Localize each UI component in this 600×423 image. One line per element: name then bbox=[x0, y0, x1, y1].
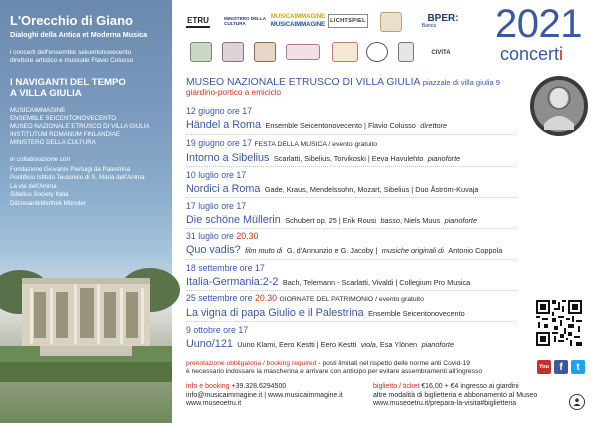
event-role: viola bbox=[360, 340, 376, 349]
etru-logo: ETRU bbox=[186, 14, 210, 28]
partner-item: Sibelius Society Italia bbox=[10, 191, 69, 199]
museum-seal-icon bbox=[569, 394, 585, 410]
event-details: Gade, Kraus, Mendelssohn, Mozart, Sibelius | Duo Åström-Kuvaja bbox=[264, 185, 479, 194]
organizer-item: MINISTERO DELLA CULTURA bbox=[10, 139, 96, 146]
divider bbox=[186, 166, 516, 167]
festival-title: L'Orecchio di Giano bbox=[10, 13, 133, 28]
concert-mark: i bbox=[559, 44, 564, 64]
divider bbox=[186, 197, 516, 198]
season-label bbox=[500, 44, 563, 65]
event-item bbox=[186, 170, 516, 196]
credits-line-1: i concerti dell'ensemble seicentonovecento bbox=[10, 49, 132, 56]
info-site[interactable]: www.museoetru.it bbox=[186, 400, 242, 408]
event-role: pianoforte bbox=[427, 154, 461, 163]
organizers-list bbox=[10, 107, 168, 147]
round-seal-emblem bbox=[366, 42, 388, 62]
ticket-block bbox=[373, 383, 563, 409]
event-item bbox=[186, 231, 516, 257]
info-line-1 bbox=[186, 383, 343, 392]
social-links bbox=[537, 360, 585, 374]
event-date: 18 settembre ore 17 bbox=[186, 263, 265, 273]
musicaimmagine-logo-2: MUSICAIMMAGINE bbox=[270, 21, 326, 28]
ticket-line-3[interactable]: www.museoetru.it/prepara-la-visita#biglietteria bbox=[373, 400, 517, 408]
event-date: 9 ottobre ore 17 bbox=[186, 325, 249, 335]
flower-emblem bbox=[332, 42, 358, 62]
bper-logo: BPER: bbox=[427, 12, 459, 24]
event-line bbox=[186, 336, 516, 351]
divider bbox=[186, 290, 516, 291]
sponsor-logos bbox=[186, 12, 468, 66]
partner-item: La via dell'Anima bbox=[10, 182, 57, 190]
event-date: 17 luglio ore 17 bbox=[186, 201, 247, 211]
qr-code[interactable] bbox=[536, 300, 582, 346]
event-line bbox=[186, 212, 516, 227]
program-title-2: A VILLA GIULIA bbox=[10, 88, 82, 99]
event-line bbox=[186, 305, 516, 320]
event-item bbox=[186, 201, 516, 227]
event-details: G. d'Annunzio e G. Jacoby | bbox=[286, 246, 378, 255]
event-date: 19 giugno ore 17 bbox=[186, 138, 253, 148]
small-crest-emblem bbox=[398, 42, 414, 62]
divider bbox=[186, 259, 516, 260]
event-date: 31 luglio ore bbox=[186, 231, 234, 241]
event-details: Ensemble Seicentonovecento bbox=[368, 309, 465, 318]
event-item bbox=[186, 263, 516, 289]
event-details-2: Antonio Coppola bbox=[448, 246, 503, 255]
anima-emblem bbox=[286, 44, 320, 60]
event-item bbox=[186, 293, 516, 320]
event-line bbox=[186, 274, 516, 289]
organizer-item: MUSICAIMMAGINE bbox=[10, 107, 66, 114]
event-note: FESTA DELLA MUSICA / evento gratuito bbox=[254, 141, 378, 148]
partner-item: Fondazione Giovanni Pierluigi da Palestrina bbox=[10, 166, 131, 173]
museum-address: piazzale di villa giulia 9 bbox=[422, 78, 500, 87]
event-line bbox=[186, 181, 516, 196]
info-phone[interactable]: +39.328.6294500 bbox=[229, 383, 287, 390]
event-title: Händel a Roma bbox=[186, 119, 262, 131]
venue-museum bbox=[186, 77, 500, 88]
crest-emblem bbox=[190, 42, 212, 62]
event-role: basso bbox=[380, 216, 400, 225]
event-line bbox=[186, 150, 516, 165]
event-date-line bbox=[186, 231, 516, 242]
event-title: Nordici a Roma bbox=[186, 183, 261, 195]
event-details: Ensemble Seicentonovecento | Flavio Colusso bbox=[265, 121, 416, 130]
event-details-2: , Niels Muus bbox=[399, 216, 441, 225]
booking-text: - posti limitati nel rispetto delle norme anti Covid-19 bbox=[316, 360, 471, 367]
event-time: 20.30 bbox=[254, 293, 277, 303]
event-title: Quo vadis? bbox=[186, 244, 241, 256]
collaboration-label: in collaborazione con bbox=[10, 156, 71, 163]
event-italic-2: musiche originali di bbox=[381, 246, 444, 255]
info-block bbox=[186, 383, 343, 409]
credits-line-2: direttore artistico e musicale Flavio Colusso bbox=[10, 57, 134, 64]
event-italic: film muto di bbox=[245, 246, 283, 255]
organizer-item: MUSEO NAZIONALE ETRUSCO DI VILLA GIULIA bbox=[10, 123, 150, 130]
booking-notice bbox=[186, 360, 526, 377]
event-role: direttore bbox=[420, 121, 448, 130]
concert-word: concert bbox=[500, 44, 560, 64]
partner-item: Pontificio Istituto Teutonico di S. Maria dell'Anima bbox=[10, 174, 145, 182]
event-time: 20.30 bbox=[236, 231, 259, 241]
divider bbox=[186, 134, 516, 135]
villa-giulia-illustration bbox=[0, 262, 172, 382]
etruscan-bust-medallion bbox=[528, 74, 590, 138]
bper-sub: Banca bbox=[421, 22, 437, 29]
season-year: 2021 bbox=[495, 2, 582, 46]
event-date: 12 giugno ore 17 bbox=[186, 106, 253, 116]
lichtspiel-logo: LICHTSPIEL bbox=[328, 14, 368, 28]
museum-name: MUSEO NAZIONALE ETRUSCO DI VILLA GIULIA bbox=[186, 77, 420, 88]
program-title-1: I NAVIGANTI DEL TEMPO bbox=[10, 77, 126, 88]
event-date-line bbox=[186, 293, 516, 305]
venue-place: giardino-portico a emiciclo bbox=[186, 88, 282, 97]
ticket-price: €16,00 + €4 ingresso ai giardini bbox=[419, 383, 519, 390]
event-title: Italia-Germania:2-2 bbox=[186, 276, 279, 288]
festival-subtitle: Dialoghi della Antica et Moderna Musica bbox=[10, 30, 148, 39]
partners-list bbox=[10, 166, 168, 208]
event-date: 25 settembre ore bbox=[186, 293, 253, 303]
organizer-item: ENSEMBLE SEICENTONOVECENTO bbox=[10, 115, 117, 122]
event-details: Uuno Klami, Eero Kestti | Eero Kestti bbox=[237, 340, 357, 349]
booking-line-2: è necessario indossare la mascherina e arrivare con anticipo per evitare assembramenti all'ingresso bbox=[186, 368, 483, 376]
booking-line-1 bbox=[186, 360, 526, 368]
info-email[interactable]: info@musicaimmagine.it | www.musicaimmagine.it bbox=[186, 391, 343, 399]
event-item bbox=[186, 138, 516, 165]
event-date: 10 luglio ore 17 bbox=[186, 170, 247, 180]
event-note: GIORNATE DEL PATRIMONIO / evento gratuito bbox=[279, 296, 424, 303]
institute-emblem bbox=[380, 12, 402, 32]
event-role-2: pianoforte bbox=[444, 216, 478, 225]
event-details: Schubert op. 25 | Erik Rousi bbox=[285, 216, 377, 225]
organizer-item: INSTITUTUM ROMANUM FINLANDIAE bbox=[10, 131, 121, 138]
event-line bbox=[186, 117, 516, 132]
event-role-2: pianoforte bbox=[421, 340, 455, 349]
divider bbox=[186, 321, 516, 322]
event-item bbox=[186, 106, 516, 132]
ticket-line-1 bbox=[373, 383, 563, 392]
coat-of-arms-emblem bbox=[254, 42, 276, 62]
partner-item: Diözesanbibliothek Münster bbox=[10, 199, 87, 207]
booking-label: prenotazione obbligatoria / booking required bbox=[186, 360, 317, 367]
event-details: Scarlatti, Sibelius, Torvikoski | Eeva Havulehto bbox=[273, 154, 424, 163]
event-date-line bbox=[186, 138, 516, 150]
event-line bbox=[186, 242, 516, 257]
event-title: Uuno/121 bbox=[186, 338, 233, 350]
event-details-2: , Esa Ylönen bbox=[375, 340, 418, 349]
event-item bbox=[186, 325, 516, 351]
musicaimmagine-logo: MUSICAIMMAGINE bbox=[270, 13, 326, 20]
ticket-line-2: altre modalità di biglietteria e abbonamento al Museo bbox=[373, 391, 538, 399]
twitter-icon[interactable]: t bbox=[571, 360, 585, 374]
event-title: Intorno a Sibelius bbox=[186, 152, 270, 164]
event-title: Die schöne Müllerin bbox=[186, 214, 281, 226]
sidebar-panel bbox=[0, 0, 172, 423]
info-label: info e booking bbox=[186, 383, 230, 390]
event-details: Bach, Telemann - Scarlatti, Vivaldi | Collegium Pro Musica bbox=[282, 278, 471, 287]
ticket-label: biglietto / ticket bbox=[373, 383, 420, 390]
facebook-icon[interactable]: f bbox=[554, 360, 568, 374]
sidebar-text bbox=[10, 13, 168, 208]
youtube-icon[interactable]: You bbox=[537, 360, 551, 374]
divider bbox=[186, 228, 516, 229]
ministero-logo: MINISTERO DELLA CULTURA bbox=[224, 16, 266, 26]
event-title: La vigna di papa Giulio e il Palestrina bbox=[186, 307, 364, 319]
seal-emblem bbox=[222, 42, 244, 62]
civita-logo: CIVITA bbox=[431, 50, 451, 56]
